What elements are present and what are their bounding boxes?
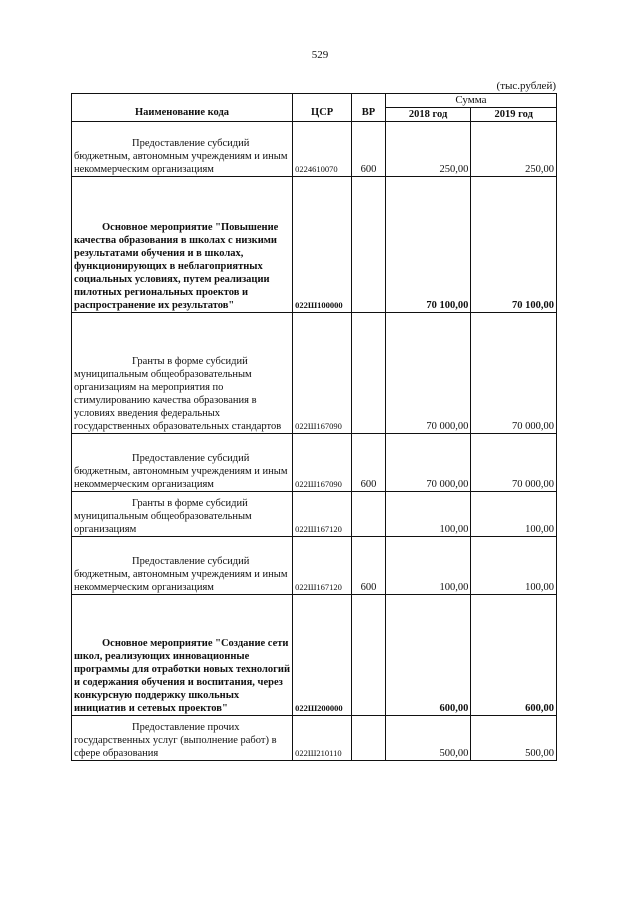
page-number: 529 (311, 49, 329, 61)
header-year-2019: 2019 год (471, 108, 557, 122)
row-vr (352, 595, 386, 716)
table-row (72, 122, 557, 177)
row-sum-2019: 250,00 (471, 122, 557, 177)
row-sum-2018: 600,00 (385, 595, 471, 716)
header-name: Наименование кода (72, 94, 293, 122)
budget-table (71, 93, 557, 761)
table-row (72, 595, 557, 716)
row-vr: 600 (352, 434, 386, 492)
row-csr: 022Ш200000 (293, 595, 352, 716)
table-row (72, 177, 557, 313)
row-sum-2019: 500,00 (471, 716, 557, 761)
header-vr: ВР (352, 94, 386, 122)
row-name: Гранты в форме субсидий муниципальным общеобразовательным организациям (72, 492, 293, 537)
row-sum-2019: 100,00 (471, 537, 557, 595)
row-name: Гранты в форме субсидий муниципальным общеобразовательным организациям на мероприятия по стимулированию качества образования в условиях введения федеральных государственных образовательных стандартов (72, 313, 293, 434)
row-vr (352, 177, 386, 313)
row-csr: 0224610070 (293, 122, 352, 177)
table-row (72, 716, 557, 761)
row-name: Основное мероприятие "Создание сети школ, реализующих инновационные программы для отработки новых технологий и содержания обучения и воспитания, через конкурсную поддержку школьных инициатив и сетевых проектов" (72, 595, 293, 716)
header-year-2018: 2018 год (385, 108, 471, 122)
row-csr: 022Ш210110 (293, 716, 352, 761)
row-name: Предоставление прочих государственных услуг (выполнение работ) в сфере образования (72, 716, 293, 761)
row-vr (352, 313, 386, 434)
units-label: (тыс.рублей) (496, 80, 556, 92)
header-csr: ЦСР (293, 94, 352, 122)
row-sum-2019: 70 000,00 (471, 313, 557, 434)
row-name: Предоставление субсидий бюджетным, автономным учреждениям и иным некоммерческим организациям (72, 122, 293, 177)
row-sum-2018: 250,00 (385, 122, 471, 177)
row-sum-2018: 500,00 (385, 716, 471, 761)
row-vr: 600 (352, 537, 386, 595)
row-sum-2018: 70 000,00 (385, 313, 471, 434)
row-sum-2019: 100,00 (471, 492, 557, 537)
row-csr: 022Ш100000 (293, 177, 352, 313)
row-sum-2018: 70 000,00 (385, 434, 471, 492)
table-row (72, 434, 557, 492)
row-sum-2019: 600,00 (471, 595, 557, 716)
row-name: Предоставление субсидий бюджетным, автономным учреждениям и иным некоммерческим организациям (72, 537, 293, 595)
row-sum-2018: 70 100,00 (385, 177, 471, 313)
row-vr (352, 492, 386, 537)
row-sum-2018: 100,00 (385, 537, 471, 595)
row-sum-2019: 70 100,00 (471, 177, 557, 313)
row-name: Предоставление субсидий бюджетным, автономным учреждениям и иным некоммерческим организациям (72, 434, 293, 492)
row-vr (352, 716, 386, 761)
table-row (72, 313, 557, 434)
row-name: Основное мероприятие "Повышение качества образования в школах с низкими результатами обучения и в школах, функционирующих в неблагоприятных социальных условиях, путем реализации пилотных региональных проектов и распространение их результатов" (72, 177, 293, 313)
row-csr: 022Ш167120 (293, 537, 352, 595)
row-csr: 022Ш167090 (293, 434, 352, 492)
row-csr: 022Ш167120 (293, 492, 352, 537)
row-sum-2018: 100,00 (385, 492, 471, 537)
row-sum-2019: 70 000,00 (471, 434, 557, 492)
table-row (72, 537, 557, 595)
table-row (72, 492, 557, 537)
header-sum: Сумма (385, 94, 556, 108)
row-csr: 022Ш167090 (293, 313, 352, 434)
row-vr: 600 (352, 122, 386, 177)
